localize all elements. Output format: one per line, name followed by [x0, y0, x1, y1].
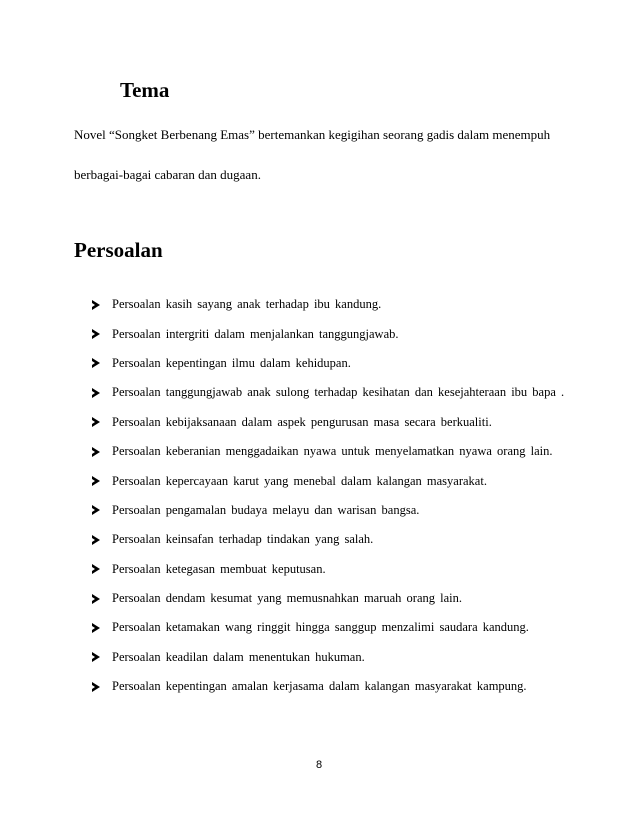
list-item — [92, 584, 564, 613]
persoalan-list — [92, 290, 564, 701]
arrow-bullet-icon — [92, 682, 100, 692]
arrow-bullet-icon — [92, 417, 100, 427]
list-item-text: Persoalan pengamalan budaya melayu dan warisan bangsa. — [112, 502, 420, 517]
list-item — [92, 319, 564, 348]
list-item — [92, 408, 564, 437]
arrow-bullet-icon — [92, 535, 100, 545]
list-item-text: Persoalan kasih sayang anak terhadap ibu kandung. — [112, 297, 382, 312]
arrow-bullet-icon — [92, 476, 100, 486]
list-item-text: Persoalan kebijaksanaan dalam aspek pengurusan masa secara berkualiti. — [112, 414, 492, 429]
tema-text-line-1: Novel “Songket Berbenang Emas” bertemankan kegigihan seorang gadis dalam menempuh — [74, 127, 551, 142]
list-item — [92, 437, 564, 466]
list-item-text: Persoalan kepentingan ilmu dalam kehidupan. — [112, 355, 351, 370]
arrow-bullet-icon — [92, 300, 100, 310]
list-item — [92, 643, 564, 672]
list-item — [92, 525, 564, 554]
tema-heading: Tema — [120, 78, 170, 102]
list-item-text: Persoalan keinsafan terhadap tindakan yang salah. — [112, 532, 374, 547]
list-item-text: Persoalan intergriti dalam menjalankan tanggungjawab. — [112, 326, 399, 341]
arrow-bullet-icon — [92, 358, 100, 368]
arrow-bullet-icon — [92, 329, 100, 339]
arrow-bullet-icon — [92, 623, 100, 633]
arrow-bullet-icon — [92, 564, 100, 574]
tema-text-line-2: berbagai-bagai cabaran dan dugaan. — [74, 167, 261, 182]
list-item — [92, 496, 564, 525]
page-number: 8 — [315, 759, 323, 771]
list-item-text: Persoalan kepentingan amalan kerjasama dalam kalangan masyarakat kampung. — [112, 679, 527, 694]
list-item-text: Persoalan ketamakan wang ringgit hingga sanggup menzalimi saudara kandung. — [112, 620, 529, 635]
list-item-text: Persoalan keadilan dalam menentukan hukuman. — [112, 649, 365, 664]
list-item — [92, 378, 564, 407]
list-item-text: Persoalan ketegasan membuat keputusan. — [112, 561, 326, 576]
list-item-text: Persoalan tanggungjawab anak sulong terhadap kesihatan dan kesejahteraan ibu bapa . — [112, 385, 565, 400]
arrow-bullet-icon — [92, 652, 100, 662]
list-item — [92, 290, 564, 319]
persoalan-heading: Persoalan — [74, 238, 163, 262]
list-item — [92, 672, 564, 701]
list-item-text: Persoalan keberanian menggadaikan nyawa untuk menyelamatkan nyawa orang lain. — [112, 444, 553, 459]
list-item — [92, 466, 564, 495]
arrow-bullet-icon — [92, 505, 100, 515]
list-item — [92, 613, 564, 642]
list-item-text: Persoalan dendam kesumat yang memusnahkan maruah orang lain. — [112, 591, 463, 606]
list-item-text: Persoalan kepercayaan karut yang menebal dalam kalangan masyarakat. — [112, 473, 487, 488]
arrow-bullet-icon — [92, 388, 100, 398]
list-item — [92, 555, 564, 584]
list-item — [92, 349, 564, 378]
arrow-bullet-icon — [92, 447, 100, 457]
arrow-bullet-icon — [92, 594, 100, 604]
